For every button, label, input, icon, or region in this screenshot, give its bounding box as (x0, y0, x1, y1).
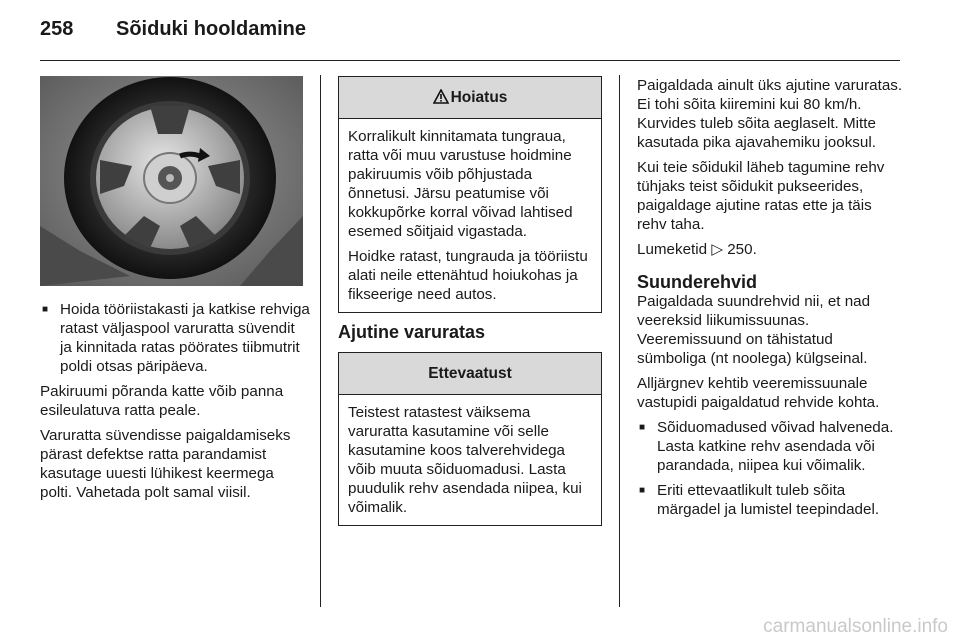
paragraph: Pakiruumi põranda katte võib panna esileulatuva ratta peale. (40, 383, 284, 419)
paragraph: Paigaldada suundrehvid nii, et nad veereksid liikumissuunas. Veeremissuund on tähistatud sümboliga (nt noolega) külgseinal. (637, 293, 871, 367)
caution-header: Ettevaatust (339, 353, 601, 395)
paragraph: Paigaldada ainult üks ajutine varuratas. Ei tohi sõita kiiremini kui 80 km/h. Kurvides tuleb sõita aeglaselt. Mitte kasutada pika ajavahemiku jooksul. (637, 77, 903, 151)
page-number: 258 (40, 18, 74, 40)
warning-header (339, 77, 601, 119)
warning-triangle-icon (433, 79, 449, 120)
column-left (40, 300, 310, 508)
bullet-item (637, 481, 905, 519)
bullet-text: Eriti ettevaatlikult tuleb sõita märgadel ja lumistel teepindadel. (657, 482, 880, 518)
caution-paragraph: Teistest ratastest väiksema varuratta kasutamine või selle kasutamine koos talverehvidega võib muuta sõiduomadusi. Lasta puudulik rehv asendada niipea, kui võimalik. (348, 404, 582, 516)
bullet-square-icon: ■ (639, 422, 646, 433)
bullet-item (637, 418, 905, 475)
spare-wheel-photo (40, 76, 303, 286)
reference-page: 250. (727, 241, 757, 258)
caution-box (338, 352, 602, 526)
bullet-item (40, 300, 310, 376)
column-divider-right (619, 75, 620, 607)
column-middle (338, 76, 602, 526)
paragraph: Alljärgnev kehtib veeremissuunale vastupidi paigaldatud rehvide kohta. (637, 375, 880, 411)
bullet-square-icon: ■ (42, 304, 49, 315)
paragraph: Varuratta süvendisse paigaldamiseks pärast defektse ratta parandamist kasutage uuesti lühikest keermega polti. Vahetada polt samal viisil. (40, 427, 291, 501)
page-header (40, 18, 306, 41)
warning-title: Hoiatus (450, 89, 508, 106)
warning-box (338, 76, 602, 313)
section-heading: Ajutine varuratas (338, 322, 486, 342)
column-right (637, 76, 905, 525)
bullet-text: Hoida tööriistakasti ja katkise rehviga ratast väljaspool varuratta süvendit ja kinnitada ratas pöörates tiibmutrit poldi otsas päripäeva. (60, 301, 310, 375)
warning-paragraph: Korralikult kinnitamata tungraua, ratta või muu varustuse hoidmine pakiruumis võib põhjustada õnnetusi. Järsu peatumise või kokkupõrke korral võivad lahtised esemed sõitjaid vigastada. (348, 128, 573, 240)
spare-wheel-illustration (40, 76, 303, 286)
column-divider-left (320, 75, 321, 607)
header-rule (40, 60, 900, 61)
reference-text: Lumeketid (637, 241, 708, 258)
warning-paragraph: Hoidke ratast, tungrauda ja tööriistu alati neile ettenähtud hoiukohas ja fikseerige need autos. (348, 248, 588, 303)
caution-body (339, 395, 601, 525)
bullet-square-icon: ■ (639, 485, 646, 496)
watermark: carmanualsonline.info (763, 616, 948, 637)
warning-body (339, 119, 601, 312)
reference-arrow-icon: ▷ (711, 241, 723, 258)
cross-reference (637, 240, 905, 259)
paragraph: Kui teie sõidukil läheb tagumine rehv tühjaks teist sõidukit pukseerides, paigaldage ajutine ratas ette ja täis rehv taha. (637, 159, 885, 233)
page-title: Sõiduki hooldamine (116, 18, 307, 40)
section-heading: Suunderehvid (637, 272, 758, 292)
bullet-text: Sõiduomadused võivad halveneda. Lasta katkine rehv asendada või parandada, niipea kui võimalik. (657, 419, 894, 474)
